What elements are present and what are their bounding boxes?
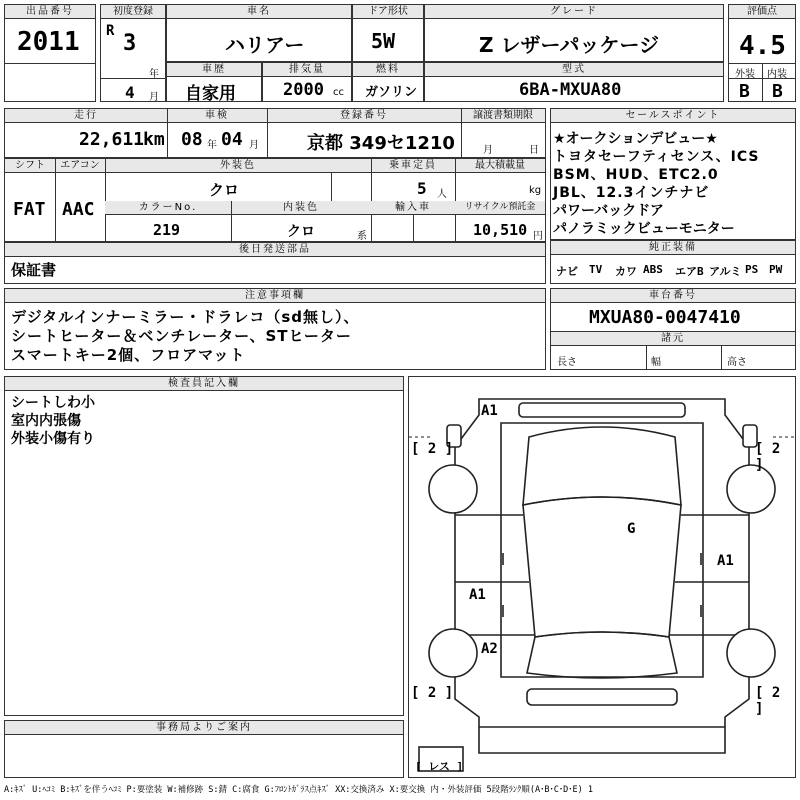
genuine-7: PW [769, 263, 783, 276]
color-no-header: カラーNo. [105, 201, 231, 215]
grade-header: グレード [425, 5, 723, 19]
inspector-line-2: 外装小傷有り [11, 431, 95, 447]
rating-header: 評価点 [729, 5, 795, 19]
era: R [106, 23, 115, 39]
import-header: 輸入車 [371, 201, 455, 215]
fuel-box [352, 62, 424, 102]
sales-points-header: セールスポイント [551, 109, 795, 123]
inspection-month: 04 [221, 129, 243, 150]
door-value: 5W [371, 29, 396, 53]
lot-box [4, 4, 96, 102]
rating-box [728, 4, 796, 102]
tire-bottom-right: [ 2 ] [755, 685, 781, 717]
office-header: 事務局よりご案内 [5, 721, 403, 735]
chassis-header: 車台番号 [551, 289, 795, 303]
interior-header: 内装 [767, 69, 787, 80]
office-box [4, 720, 404, 778]
capacity-header: 乗車定員 [371, 159, 455, 173]
lot-header: 出品番号 [5, 5, 95, 19]
chassis-box [550, 288, 796, 370]
inspection-month-unit: 月 [249, 140, 259, 151]
model-header: 型式 [425, 63, 723, 77]
displacement-header: 排気量 [263, 63, 351, 77]
first-reg-header: 初度登録 [101, 5, 165, 19]
sales-point-2: BSM、HUD、ETC2.0 [553, 167, 719, 183]
int-color-unit: 系 [357, 231, 367, 242]
history-box [166, 62, 262, 102]
sales-point-1: トヨタセーフティセンス、ICS [553, 149, 760, 165]
inspection-year-unit: 年 [207, 140, 217, 151]
month-unit: 月 [149, 92, 159, 103]
year: 3 [123, 31, 137, 56]
transfer-month-unit: 月 [483, 145, 493, 156]
later-parts-box [4, 242, 546, 284]
row2-box [4, 108, 546, 158]
spare-tire: [ レス ] [415, 760, 464, 773]
car-outline [409, 377, 795, 777]
notes-line-2: スマートキー2個、フロアマット [11, 346, 246, 364]
shift-header: シフト [5, 159, 55, 173]
car-name-header: 車名 [167, 5, 351, 19]
later-parts-value: 保証書 [11, 261, 57, 279]
door-header: ドア形状 [353, 5, 423, 19]
sales-points-box [550, 108, 796, 240]
model-value: 6BA-MXUA80 [519, 80, 622, 100]
car-diagram [408, 376, 796, 778]
specs-height: 高さ [727, 357, 747, 368]
aircon-header: エアコン [55, 159, 105, 173]
year-unit: 年 [149, 69, 159, 80]
damage-g: G [627, 521, 636, 537]
ext-color-value: クロ [209, 181, 240, 199]
genuine-0: ナビ [556, 265, 578, 278]
inspection-header: 車検 [167, 109, 267, 123]
mileage-value: 22,611 [79, 129, 145, 150]
history-header: 車歴 [167, 63, 261, 77]
color-no-value: 219 [153, 221, 181, 239]
damage-a1-right: A1 [717, 553, 734, 569]
tire-bottom-left: [ 2 ] [411, 685, 454, 701]
fuel-value: ガソリン [365, 85, 418, 100]
ext-color-header: 外装色 [105, 159, 371, 173]
int-color-value: クロ [287, 224, 315, 240]
reg-no-value: 京都 349セ1210 [307, 133, 455, 154]
model-box [424, 62, 724, 102]
inspector-box [4, 376, 404, 716]
genuine-3: ABS [643, 263, 663, 276]
door-box [352, 4, 424, 62]
specs-length: 長さ [557, 357, 577, 368]
genuine-2: カワ [615, 265, 637, 278]
aircon-value: AAC [62, 199, 95, 220]
sales-point-0: ★オークションデビュー★ [553, 131, 718, 147]
interior-grade: B [772, 81, 783, 102]
capacity-value: 5 [417, 179, 427, 198]
displacement-value: 2000 [283, 80, 324, 100]
reg-no-header: 登録番号 [267, 109, 461, 123]
notes-header: 注意事項欄 [5, 289, 545, 303]
notes-line-0: デジタルインナーミラー・ドラレコ（sd無し）、 [11, 308, 360, 326]
sales-point-4: パワーバックドア [553, 203, 664, 219]
capacity-unit: 人 [437, 189, 447, 200]
tire-top-right: [ 2 ] [755, 441, 781, 473]
max-load-unit: kg [529, 185, 542, 196]
mileage-header: 走行 [5, 109, 167, 123]
legend: A:ｷｽﾞ U:ﾍｺﾐ B:ｷｽﾞを伴うﾍｺﾐ P:要塗装 W:補修跡 S:錆 C:腐食 G:ﾌﾛﾝﾄｶﾞﾗｽ点ｷｽﾞ XX:交換済み X:要交換 内・外装評価 5段階ﾗﾝｸ順(A･B･C･D･E) 1 [4, 785, 593, 795]
recycle-value: 10,510 [473, 221, 528, 239]
damage-a1-left: A1 [469, 587, 486, 603]
lot-number: 2011 [17, 27, 80, 57]
row3-box [4, 158, 546, 242]
transfer-day-unit: 日 [529, 145, 539, 156]
exterior-header: 外装 [735, 69, 755, 80]
notes-line-1: シートヒーター＆ベンチレーター、STヒーター [11, 327, 352, 345]
rating-value: 4.5 [739, 31, 786, 61]
genuine-4: エアB [675, 265, 704, 278]
notes-box [4, 288, 546, 370]
sales-point-5: パノラミックビューモニター [553, 221, 735, 237]
first-reg-box [100, 4, 166, 102]
inspection-year: 08 [181, 129, 203, 150]
transfer-header: 譲渡書類期限 [461, 109, 545, 123]
tire-top-left: [ 2 ] [411, 441, 454, 457]
chassis-value: MXUA80-0047410 [589, 307, 741, 328]
genuine-6: PS [745, 263, 759, 276]
genuine-header: 純正装備 [551, 241, 795, 255]
name-box [166, 4, 352, 62]
inspector-line-0: シートしわ小 [11, 395, 95, 411]
shift-value: FAT [13, 199, 46, 220]
displacement-box [262, 62, 352, 102]
genuine-1: TV [589, 263, 603, 276]
specs-header: 諸元 [551, 331, 795, 346]
damage-a2: A2 [481, 641, 498, 657]
recycle-header: リサイクル預託金 [455, 201, 545, 215]
sales-point-3: JBL、12.3インチナビ [553, 185, 710, 201]
inspector-header: 検査員記入欄 [5, 377, 403, 391]
fuel-header: 燃料 [353, 63, 423, 77]
genuine-box [550, 240, 796, 284]
mileage-unit: km [143, 129, 165, 150]
month: 4 [125, 83, 135, 102]
damage-a1-top: A1 [481, 403, 498, 419]
int-color-header: 内装色 [231, 201, 371, 215]
genuine-5: アルミ [709, 265, 742, 278]
grade-value: Z レザーパッケージ [479, 33, 660, 57]
grade-box [424, 4, 724, 62]
car-name: ハリアー [225, 33, 305, 57]
exterior-grade: B [739, 81, 750, 102]
later-parts-header: 後日発送部品 [5, 243, 545, 257]
history-value: 自家用 [185, 84, 236, 104]
max-load-header: 最大積載量 [455, 159, 545, 173]
displacement-unit: cc [333, 87, 344, 98]
inspector-line-1: 室内内張傷 [11, 413, 81, 429]
specs-width: 幅 [651, 357, 661, 368]
recycle-unit: 円 [533, 231, 543, 242]
